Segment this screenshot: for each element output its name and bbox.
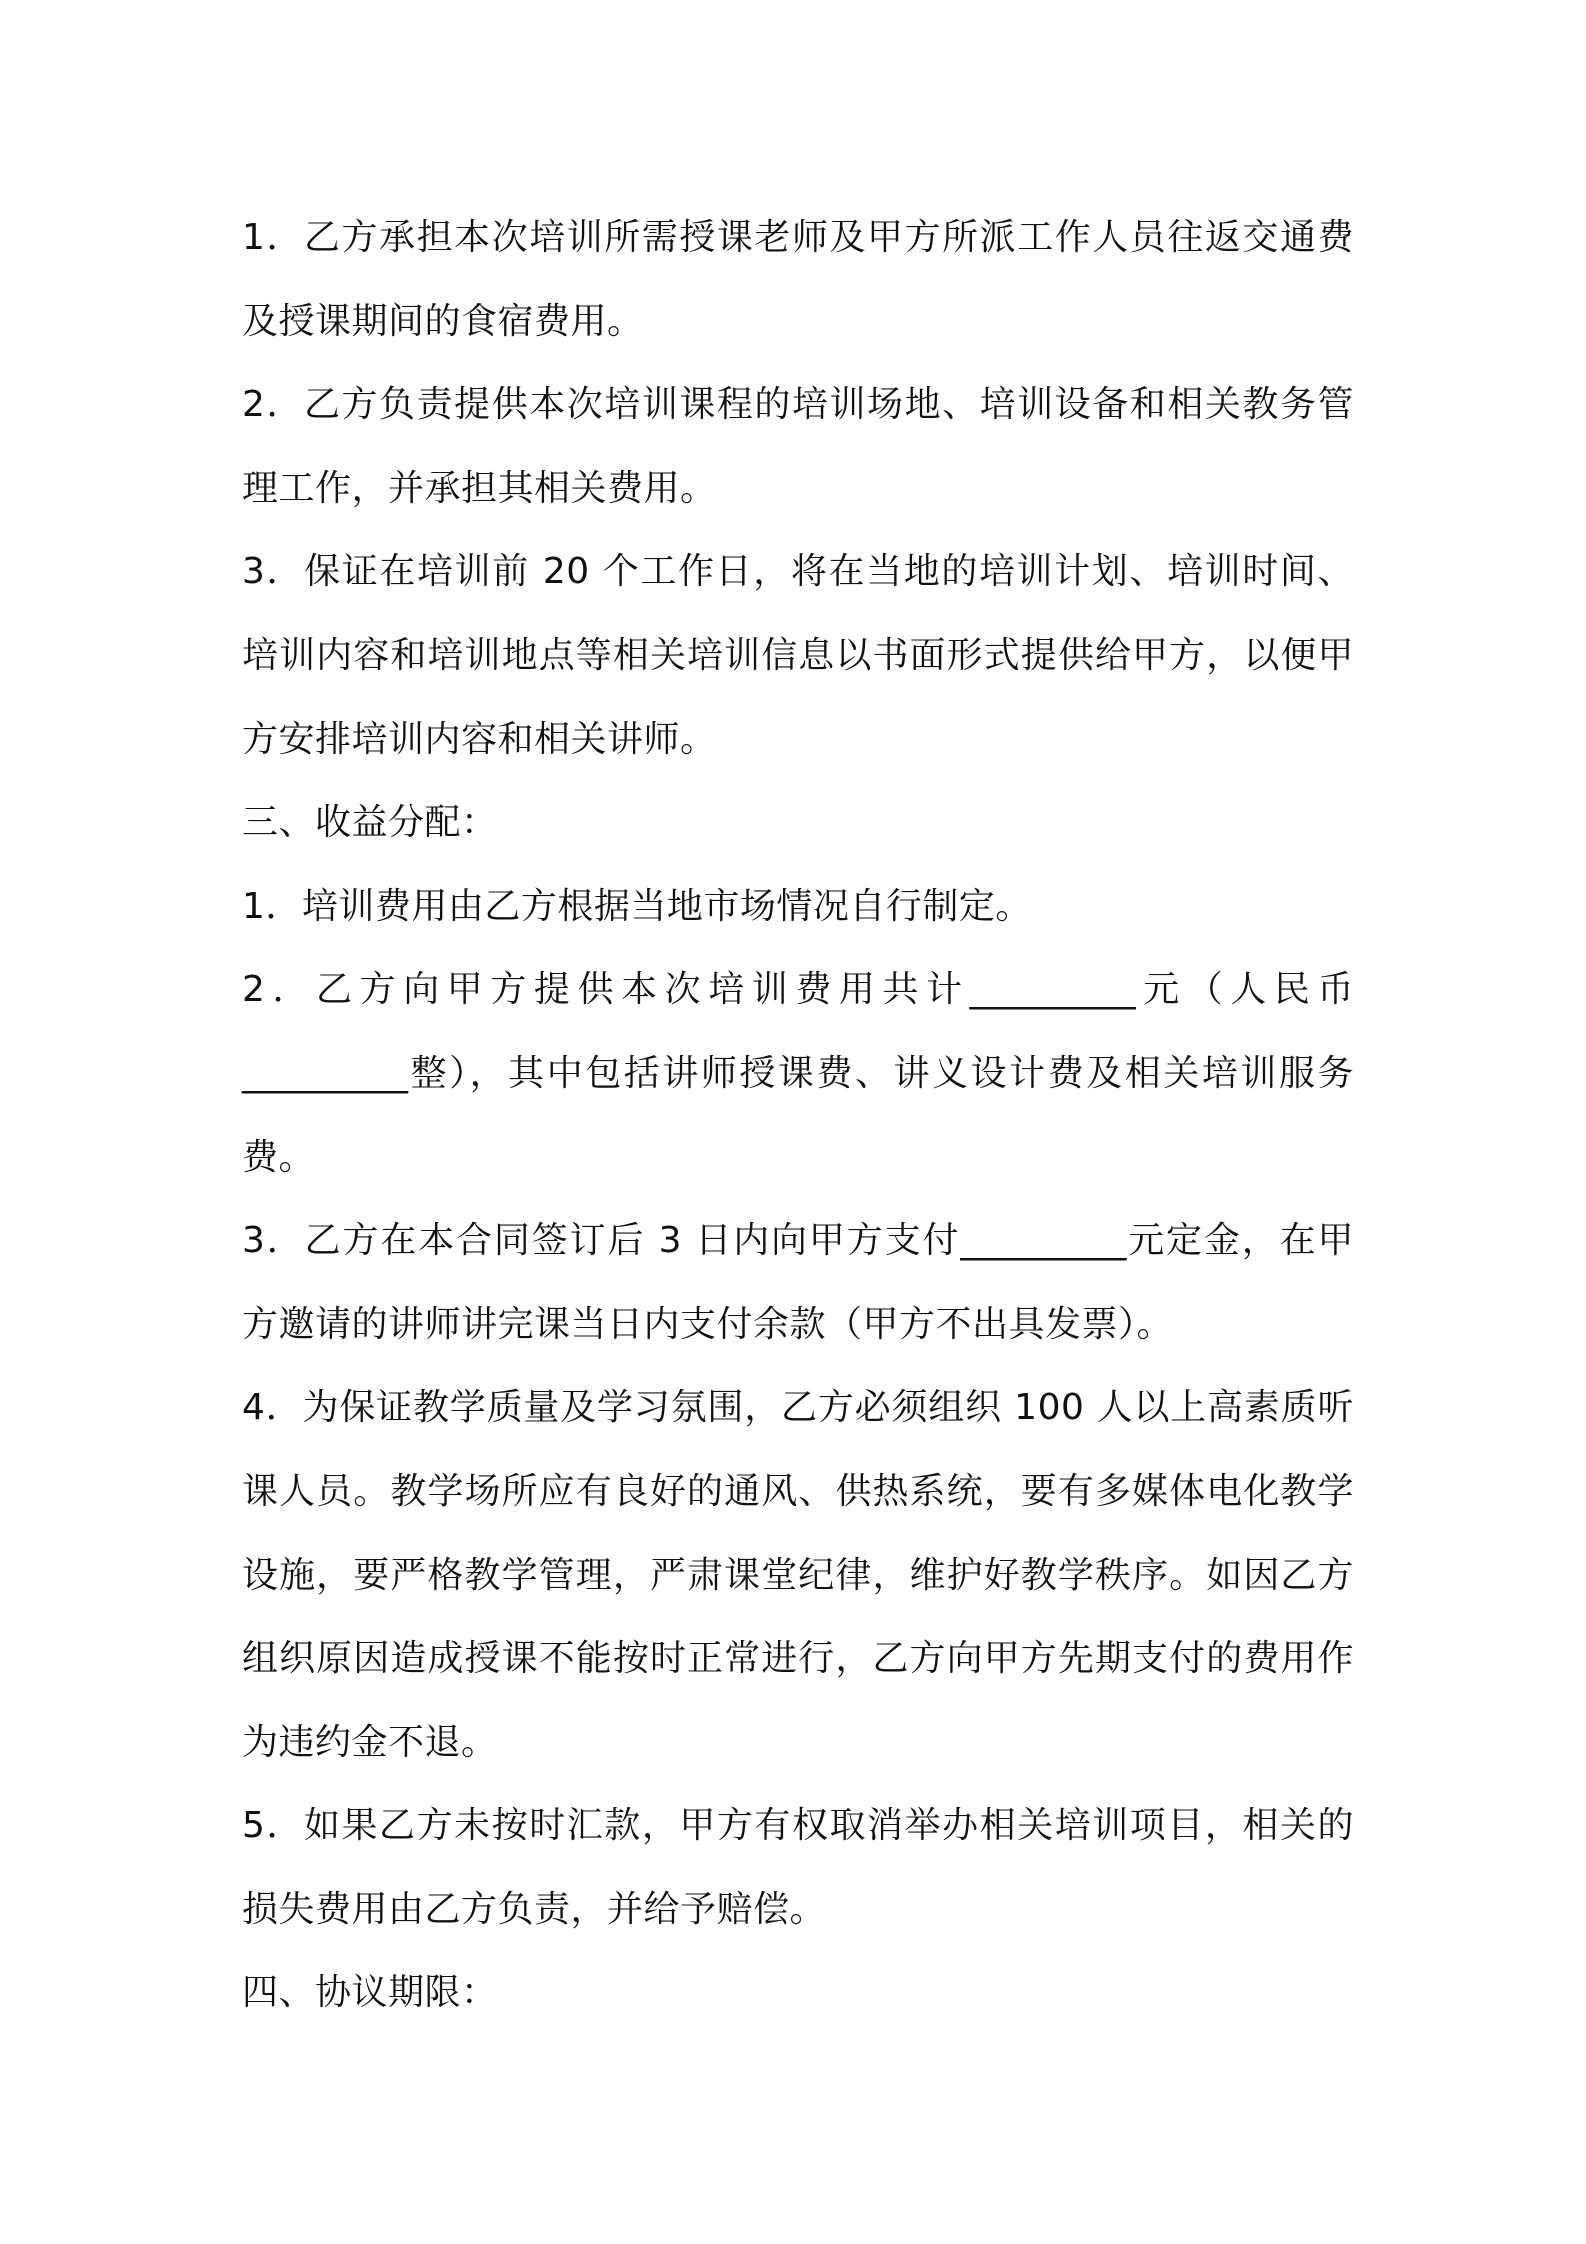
- clause-travel-costs: 1．乙方承担本次培训所需授课老师及甲方所派工作人员往返交通费及授课期间的食宿费用。: [242, 217, 1354, 342]
- clause-attendance: 4．为保证教学质量及学习氛围，乙方必须组织 100 人以上高素质听课人员。教学场所应有良好的通风、供热系统，要有多媒体电化教学设施，要严格教学管理，严肃课堂纪律，维护好教学秩序。如因乙方组织原因造成授课不能按时正常进行，乙方向甲方先期支付的费用作为违约金不退。: [242, 1387, 1354, 1763]
- clause-venue-equipment: 2．乙方负责提供本次培训课程的培训场地、培训设备和相关教务管理工作，并承担其相关费用。: [242, 384, 1354, 509]
- section-heading-revenue: 三、收益分配：: [242, 802, 498, 844]
- clause-late-payment: 5．如果乙方未按时汇款，甲方有权取消举办相关培训项目，相关的损失费用由乙方负责，并给予赔偿。: [242, 1805, 1354, 1930]
- clause-deposit: 3．乙方在本合同签订后 3 日内向甲方支付_________元定金，在甲方邀请的讲师讲完课当日内支付余款（甲方不出具发票）。: [242, 1220, 1354, 1345]
- clause-training-info: 3．保证在培训前 20 个工作日，将在当地的培训计划、培训时间、培训内容和培训地点等相关培训信息以书面形式提供给甲方，以便甲方安排培训内容和相关讲师。: [242, 551, 1354, 760]
- section-heading-term: 四、协议期限：: [242, 1972, 498, 2014]
- document-body: [242, 196, 1354, 2035]
- clause-fee-amount: 2．乙方向甲方提供本次培训费用共计_________元（人民币_________整），其中包括讲师授课费、讲义设计费及相关培训服务费。: [242, 969, 1354, 1178]
- clause-fee-setting: 1．培训费用由乙方根据当地市场情况自行制定。: [242, 885, 1032, 927]
